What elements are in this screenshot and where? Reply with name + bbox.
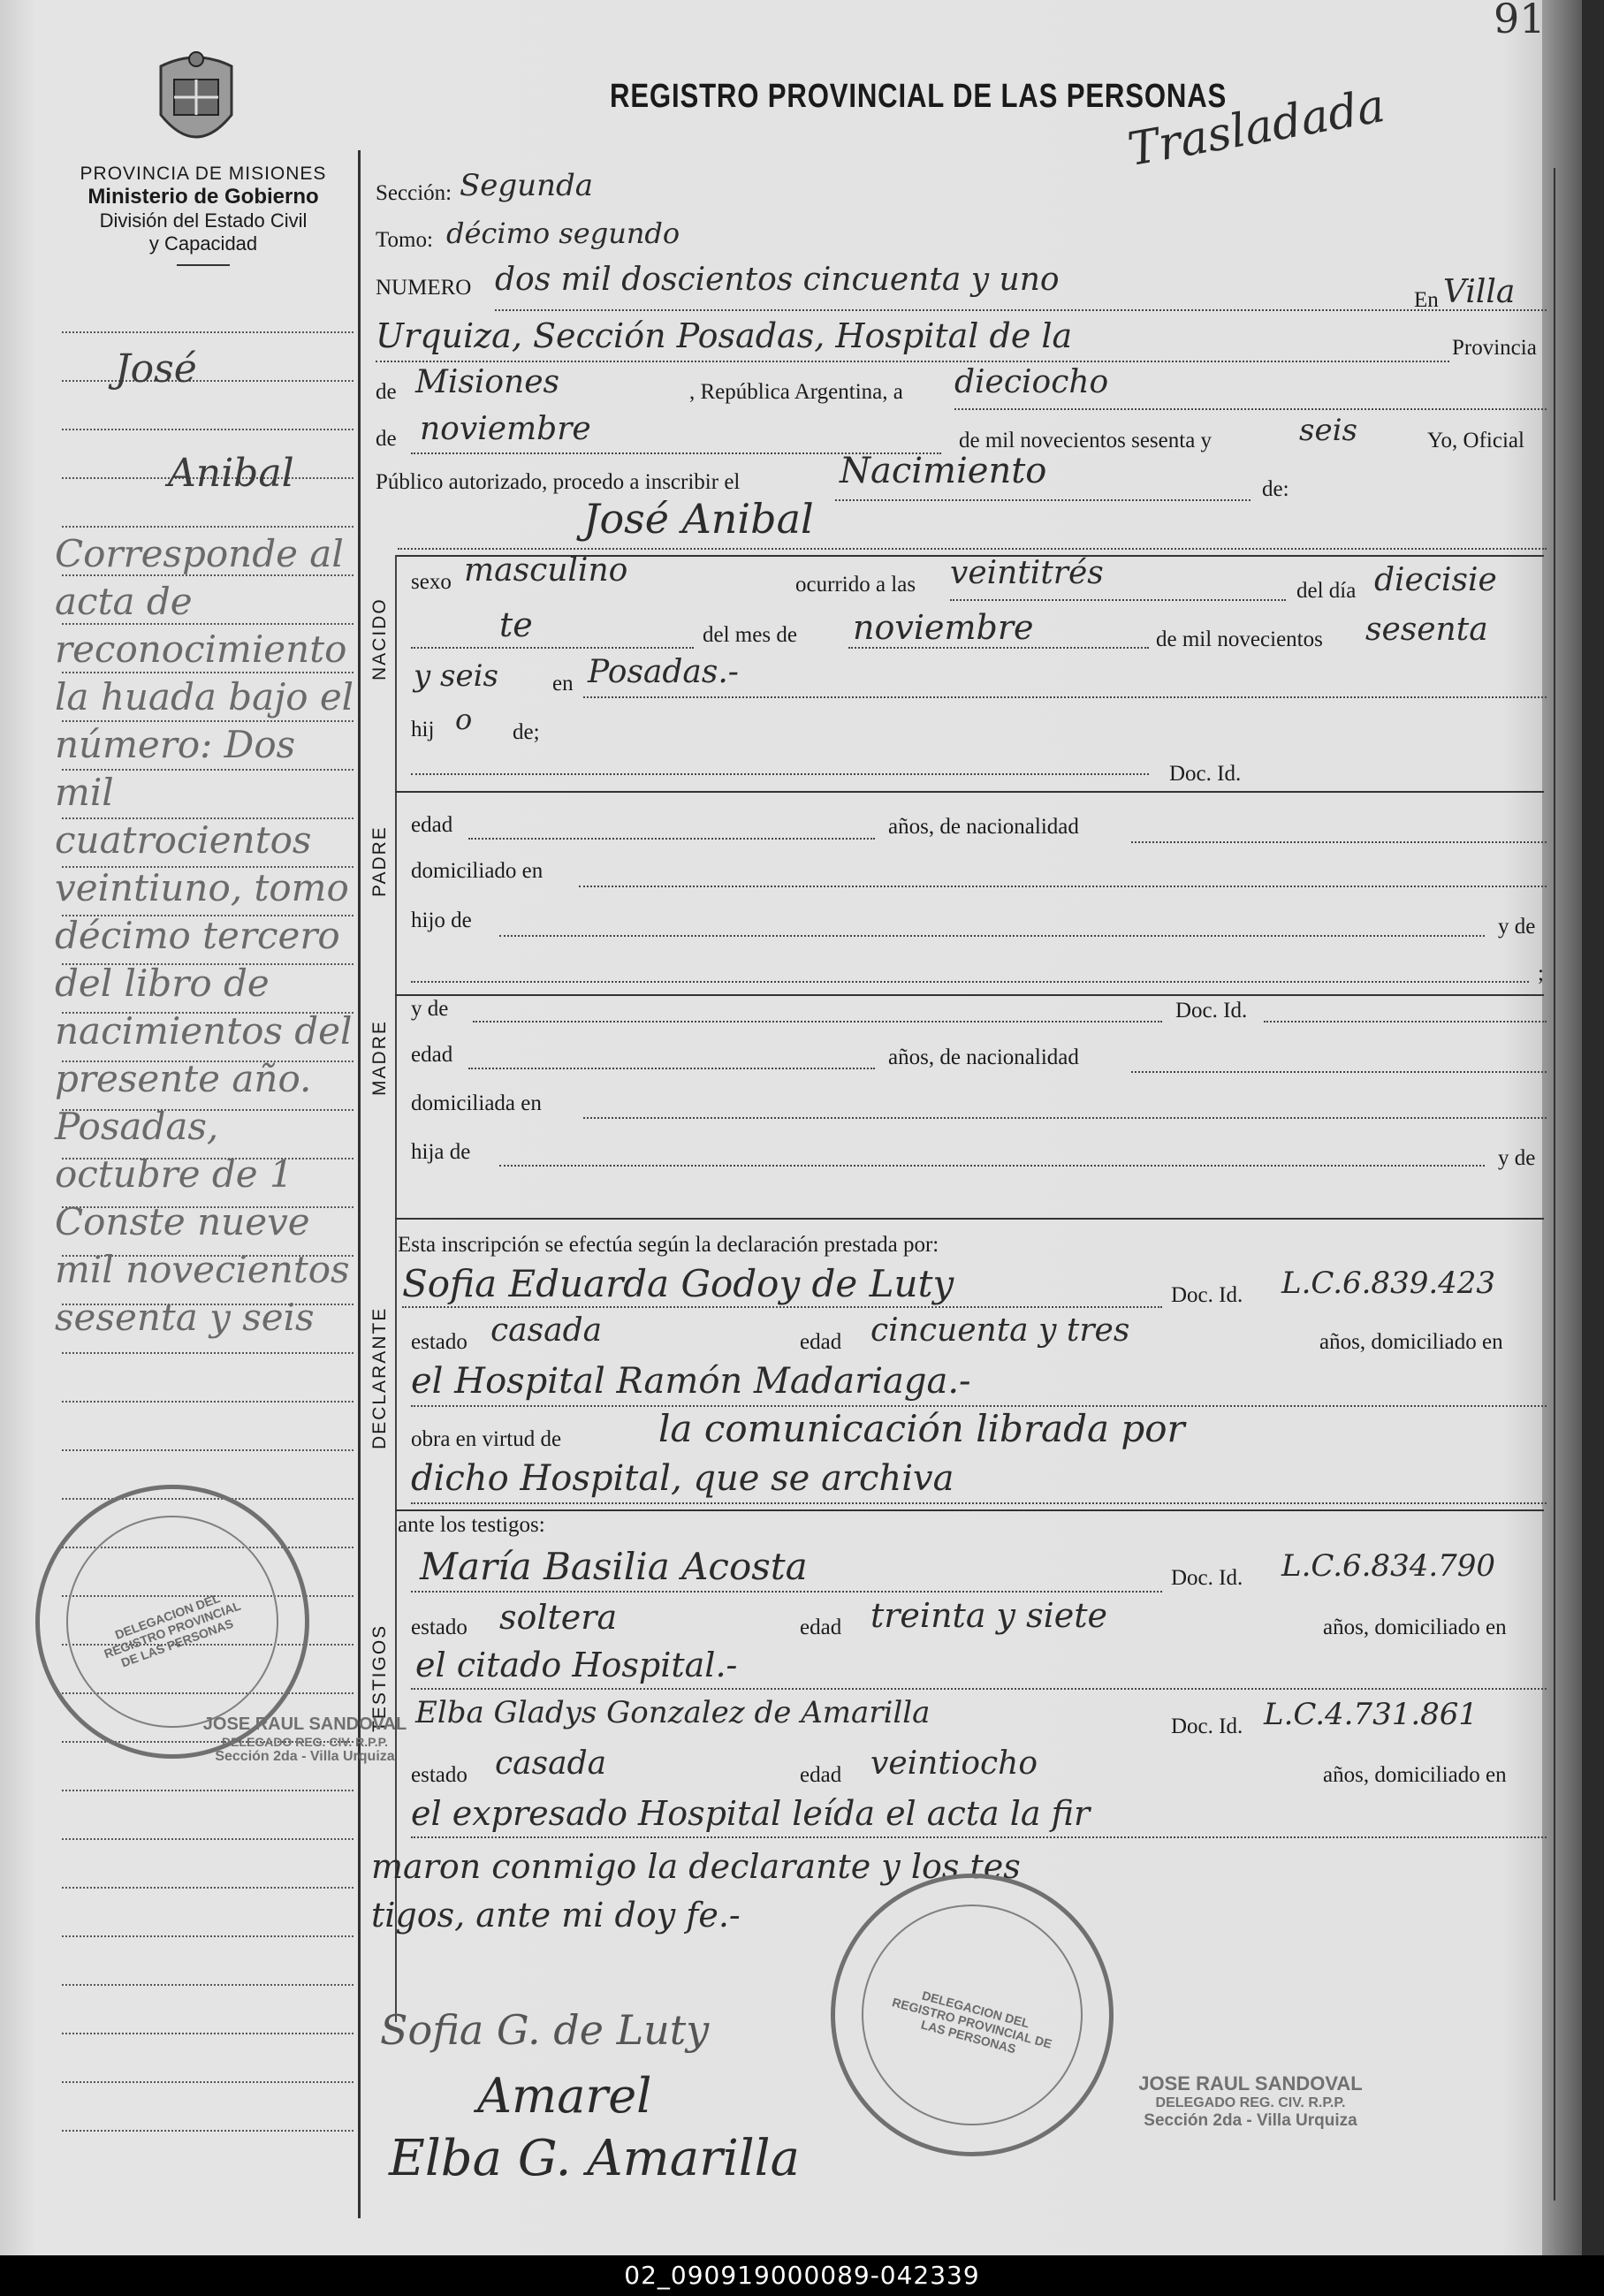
- testigo2-estado-label: estado: [411, 1763, 468, 1787]
- numero-label: NUMERO: [376, 276, 472, 300]
- provincia-label: Provincia: [1452, 336, 1537, 360]
- page-title: REGISTRO PROVINCIAL DE LAS PERSONAS: [610, 78, 1228, 115]
- seal-left-text: DELEGACION DEL REGISTRO PROVINCIAL DE LAS PERSONAS: [102, 1591, 243, 1670]
- tomo-label: Tomo:: [376, 228, 433, 252]
- testigo2-doc-label: Doc. Id.: [1171, 1714, 1243, 1738]
- anio-value: seis: [1299, 413, 1357, 448]
- declarante-doc-label: Doc. Id.: [1171, 1283, 1243, 1307]
- province-name: PROVINCIA DE MISIONES: [80, 163, 327, 184]
- padre-hijo-label: hijo de: [411, 909, 472, 932]
- nac-anio-label: de mil novecientos: [1156, 627, 1323, 651]
- testigo1-estado-label: estado: [411, 1616, 468, 1639]
- sexo-label: sexo: [411, 570, 452, 594]
- madre-yde-label: y de: [411, 997, 449, 1021]
- nac-lugar-value: Posadas.-: [588, 654, 739, 690]
- signature-second: Amarel: [477, 2068, 652, 2124]
- right-border: [1554, 168, 1555, 2201]
- testigo1-edad: treinta y siete: [870, 1596, 1108, 1635]
- delegado-title-right: DELEGADO REG. CIV. R.P.P.: [1155, 2095, 1346, 2110]
- seccion-value: Segunda: [460, 168, 594, 203]
- nac-anio-value2: y seis: [414, 658, 498, 694]
- testigo2-dom: el expresado Hospital leída el acta la fir: [411, 1794, 1091, 1833]
- testigo2-edad-label: edad: [800, 1763, 842, 1787]
- en-label: En: [1414, 288, 1439, 312]
- obra-label: obra en virtud de: [411, 1427, 562, 1451]
- padre-nac-label: años, de nacionalidad: [888, 815, 1079, 839]
- hora-value: veintitrés: [950, 555, 1104, 591]
- padre-edad-label: edad: [411, 813, 453, 837]
- ministry-name: Ministerio de Gobierno: [87, 185, 319, 209]
- footer-id: 02_090919000089-042339: [624, 2261, 980, 2290]
- nac-anio-value: sesenta: [1365, 612, 1488, 648]
- madre-yde2-label: y de: [1498, 1146, 1536, 1170]
- header-rule: [177, 264, 230, 266]
- testigos-side-label: TESTIGOS: [369, 1623, 390, 1732]
- page-number: 91: [1494, 0, 1546, 42]
- provincia-value: Misiones: [415, 364, 560, 400]
- padre-side-label: PADRE: [369, 825, 390, 897]
- declarante-dom-value: el Hospital Ramón Madariaga.-: [411, 1361, 971, 1402]
- nac-dia-value: diecisie: [1374, 562, 1497, 598]
- traslado-signature: Trasladada: [1124, 79, 1389, 178]
- margin-first-name: José: [115, 346, 197, 392]
- testigos-intro: ante los testigos:: [398, 1513, 545, 1537]
- margin-note: Corresponde al acta de reconocimiento la huada bajo el número: Dos mil cuatrocientos veintiuno, tomo décimo tercero del libro de nacimientos del presente año. Posadas, octubre de 1 Conste nueve mil novecientos sesenta y seis: [55, 532, 354, 1339]
- signature-declarante: Sofia G. de Luty: [380, 2006, 710, 2054]
- padre-yde-label: y de: [1498, 915, 1536, 939]
- mes-value: noviembre: [420, 411, 591, 447]
- delegado-stamp-right: [1100, 2072, 1401, 2131]
- testigo1-edad-label: edad: [800, 1616, 842, 1639]
- division-name: División del Estado Civil: [99, 209, 308, 232]
- declarante-dom-label: años, domiciliado en: [1319, 1330, 1503, 1354]
- anio-label: de mil novecientos sesenta y: [959, 429, 1213, 452]
- delegado-name-right: JOSE RAUL SANDOVAL: [1138, 2072, 1363, 2095]
- delegado-stamp-left: [199, 1714, 411, 1765]
- declarante-doc-value: L.C.6.839.423: [1281, 1266, 1496, 1301]
- declarante-edad-value: cincuenta y tres: [870, 1312, 1130, 1349]
- official-seal-right: [831, 1874, 1114, 2156]
- closing-line1: maron conmigo la declarante y los tes: [371, 1847, 1021, 1886]
- madre-side-label: MADRE: [369, 1020, 390, 1096]
- declarante-estado-value: casada: [490, 1312, 603, 1349]
- padre-semicolon: ;: [1538, 962, 1544, 985]
- testigo1-doc-label: Doc. Id.: [1171, 1566, 1243, 1590]
- publico-label: Público autorizado, procedo a inscribir el: [376, 470, 741, 494]
- nac-dia-value2: te: [499, 605, 533, 644]
- delegado-title-left: DELEGADO REG. CIV. R.P.P.: [221, 1735, 389, 1749]
- nac-mes-value: noviembre: [853, 608, 1034, 647]
- section-divider: [395, 555, 397, 2022]
- obra-value2: dicho Hospital, que se archiva: [411, 1458, 954, 1499]
- testigo1-estado: soltera: [499, 1598, 618, 1637]
- madre-doc-label: Doc. Id.: [1175, 999, 1248, 1023]
- padre-dom-label: domiciliado en: [411, 859, 544, 883]
- testigo1-dom: el citado Hospital.-: [415, 1646, 738, 1684]
- testigo2-name: Elba Gladys Gonzalez de Amarilla: [415, 1695, 931, 1730]
- nacido-side-label: NACIDO: [369, 597, 390, 680]
- footer-caption: [0, 2255, 1604, 2296]
- nombre-value: José Anibal: [583, 495, 814, 543]
- seal-right-text: DELEGACION DEL REGISTRO PROVINCIAL DE LAS PERSONAS: [890, 1988, 1054, 2057]
- numero-value: dos mil doscientos cincuenta y uno: [495, 262, 1060, 298]
- padre-doc-label: Doc. Id.: [1169, 762, 1242, 786]
- delegado-name-left: JOSE RAUL SANDOVAL: [202, 1714, 407, 1734]
- ocurrido-label: ocurrido a las: [795, 573, 916, 597]
- sexo-value: masculino: [464, 552, 628, 589]
- nac-mes-label: del mes de: [703, 623, 797, 647]
- dia-value: dieciocho: [954, 364, 1109, 400]
- testigo1-dom-label: años, domiciliado en: [1323, 1616, 1507, 1639]
- closing-line2: tigos, ante mi doy fe.-: [371, 1896, 741, 1935]
- nac-en-label: en: [552, 672, 574, 696]
- declarante-intro: Esta inscripción se efectúa según la declaración prestada por:: [398, 1233, 939, 1257]
- testigo2-estado: casada: [495, 1745, 607, 1782]
- madre-edad-label: edad: [411, 1043, 453, 1067]
- delegado-place-right: Sección 2da - Villa Urquiza: [1144, 2111, 1357, 2130]
- republica-label: , República Argentina, a: [689, 380, 903, 404]
- tomo-value: décimo segundo: [446, 217, 680, 250]
- de3-label: de:: [1262, 477, 1289, 501]
- madre-hija-label: hija de: [411, 1140, 471, 1164]
- margin-second-name: Anibal: [168, 451, 294, 496]
- left-header: [49, 163, 358, 266]
- place-value: Urquiza, Sección Posadas, Hospital de la: [376, 316, 1073, 355]
- de-label: de: [376, 380, 397, 404]
- madre-dom-label: domiciliada en: [411, 1091, 542, 1115]
- delegado-place-left: Sección 2da - Villa Urquiza: [215, 1749, 395, 1764]
- seccion-label: Sección:: [376, 181, 452, 205]
- testigo1-doc: L.C.6.834.790: [1281, 1548, 1496, 1584]
- book-spine: [1542, 0, 1582, 2255]
- hij-value: o: [455, 703, 473, 736]
- signature-third: Elba G. Amarilla: [389, 2130, 800, 2187]
- testigo2-dom-label: años, domiciliado en: [1323, 1763, 1507, 1787]
- declarante-name: Sofia Eduarda Godoy de Luty: [402, 1262, 954, 1305]
- hij-de-label: de;: [513, 720, 540, 744]
- del-dia-label: del día: [1296, 579, 1357, 603]
- hij-label: hij: [411, 718, 435, 741]
- obra-value: la comunicación librada por: [658, 1407, 1185, 1450]
- testigo1-name: María Basilia Acosta: [420, 1545, 808, 1588]
- oficial-label: Yo, Oficial: [1427, 429, 1524, 452]
- province-crest-icon: [152, 49, 240, 159]
- testigo2-doc: L.C.4.731.861: [1264, 1697, 1479, 1732]
- acto-value: Nacimiento: [840, 451, 1047, 491]
- capacity-name: y Capacidad: [148, 232, 258, 255]
- testigo2-edad: veintiocho: [870, 1745, 1038, 1782]
- en-value: Villa: [1443, 274, 1516, 310]
- declarante-estado-label: estado: [411, 1330, 468, 1354]
- margin-divider: [358, 150, 361, 2218]
- declarante-side-label: DECLARANTE: [369, 1306, 390, 1449]
- de2-label: de: [376, 427, 397, 451]
- declarante-edad-label: edad: [800, 1330, 842, 1354]
- madre-nac-label: años, de nacionalidad: [888, 1045, 1079, 1069]
